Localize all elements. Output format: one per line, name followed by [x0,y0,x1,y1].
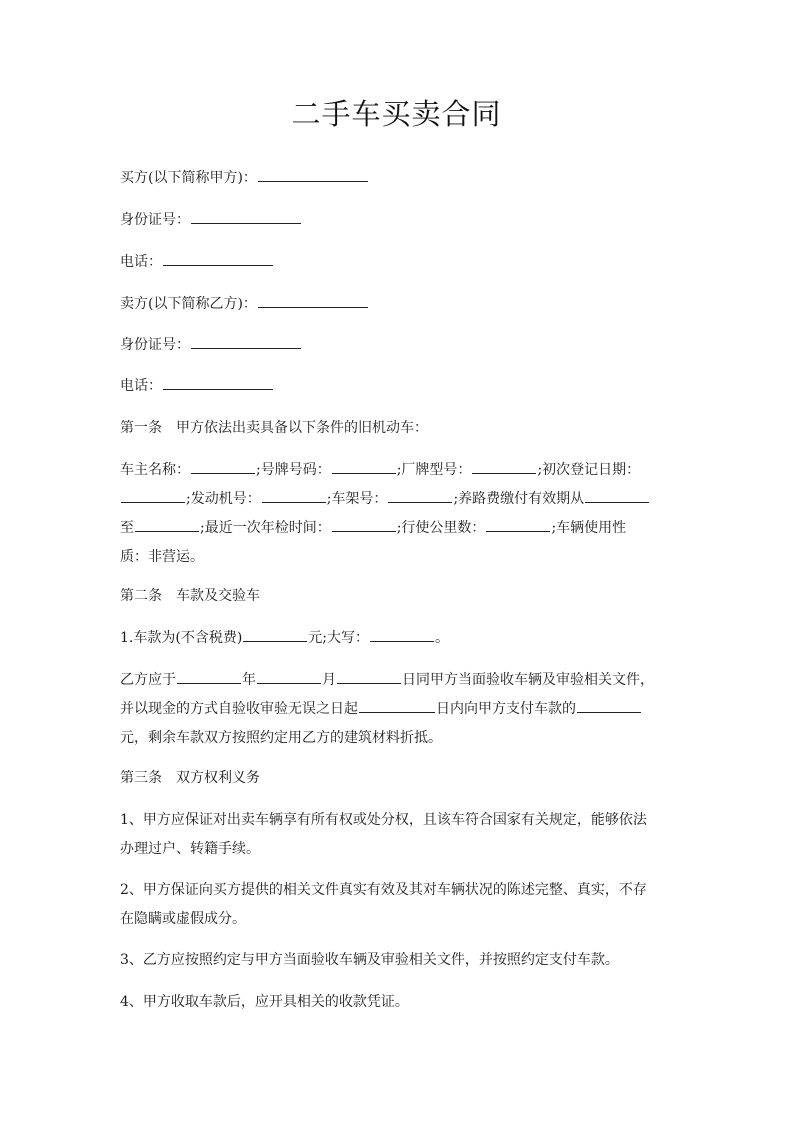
seller-line [120,290,675,319]
article3-item-3: 3、乙方应按照约定与甲方当面验收车辆及审验相关文件，并按照约定支付车款。 [120,952,619,968]
reg-date-blank [121,488,185,503]
seller-blank [258,293,368,308]
price-yuan: 元;大写： [308,630,369,646]
article1-heading: 第一条 甲方依法出卖具备以下条件的旧机动车： [120,420,428,436]
day-blank [337,669,401,684]
road-fee-from-blank [585,488,649,503]
inspection-label: ;最近一次年检时间： [200,520,331,536]
model-label: ;厂牌型号： [396,462,472,478]
item2-line2: 在隐瞒或虚假成分。 [120,911,246,927]
seller-phone-label: 电话： [120,378,162,394]
buyer-id-blank [191,209,301,224]
engine-blank [262,488,326,503]
plate-label: ;号牌号码： [256,462,331,478]
road-fee-to-blank [135,517,199,532]
payment-blank [577,698,641,713]
reg-date-label: ;初次登记日期： [537,462,641,478]
buyer-blank [258,167,368,182]
month-blank [257,669,321,684]
article3-heading: 第三条 双方权利义务 [120,770,260,786]
seller-id-blank [191,334,301,349]
buyer-phone-label: 电话： [120,254,162,270]
price-end: 。 [435,630,449,646]
article1-line-4: 质：非营运。 [120,549,204,565]
model-blank [472,459,536,474]
p2-prefix: 乙方应于 [120,672,176,688]
p2-line2b: 日内向甲方支付车款的 [436,701,576,717]
year-label: 年 [242,672,256,688]
inspection-blank [332,517,396,532]
owner-label: 车主名称： [120,462,190,478]
frame-blank [388,488,452,503]
buyer-id-line [120,206,675,235]
engine-label: ;发动机号： [186,491,261,507]
frame-label: ;车架号： [326,491,388,507]
article2-p-line-3: 元，剩余车款双方按照约定用乙方的建筑材料折抵。 [120,730,442,746]
article1-line-3 [120,514,675,543]
article2-heading: 第二条 车款及交验车 [120,588,260,604]
price-line [120,624,675,653]
seller-id-line [120,331,675,360]
item1-line1: 1、甲方应保证对出卖车辆享有所有权或处分权，且该车符合国家有关规定，能够依法 [120,812,647,828]
buyer-id-label: 身份证号： [120,212,190,228]
price-capital-blank [370,627,434,642]
buyer-phone-blank [163,251,273,266]
p2-line2a: 并以现金的方式自验收审验无误之日起 [120,701,358,717]
days-blank [359,698,435,713]
article3-item-2 [120,876,675,934]
month-label: 月 [322,672,336,688]
year-blank [177,669,241,684]
to-label: 至 [120,520,134,536]
seller-phone-line [120,372,675,401]
seller-id-label: 身份证号： [120,337,190,353]
article2-p-line-1 [120,666,675,695]
article3-item-4: 4、甲方收取车款后，应开具相关的收款凭证。 [120,994,409,1010]
buyer-phone-line [120,248,675,277]
article1-line-2 [120,485,675,514]
usage-label: ;车辆使用性 [551,520,627,536]
mileage-label: ;行使公里数： [396,520,486,536]
road-fee-label: ;养路费缴付有效期从 [453,491,585,507]
p2-mid: 日同甲方当面验收车辆及审验相关文件， [402,672,654,688]
article2-paragraph [120,666,675,753]
price-prefix: 1.车款为(不含税费) [120,630,243,646]
seller-label: 卖方(以下简称乙方)： [120,296,257,312]
plate-blank [332,459,396,474]
article2-p-line-2 [120,695,675,724]
owner-blank [191,459,255,474]
mileage-blank [486,517,550,532]
price-blank [243,627,307,642]
item2-line1: 2、甲方保证向买方提供的相关文件真实有效及其对车辆状况的陈述完整、真实，不存 [120,882,647,898]
article3-item-1 [120,806,675,864]
page-title: 二手车买卖合同 [291,97,502,131]
buyer-line [120,164,675,193]
article1-paragraph [120,456,675,572]
item1-line2: 办理过户、转籍手续。 [120,841,260,857]
article1-line-1 [120,456,675,485]
seller-phone-blank [163,375,273,390]
buyer-label: 买方(以下简称甲方)： [120,170,257,186]
